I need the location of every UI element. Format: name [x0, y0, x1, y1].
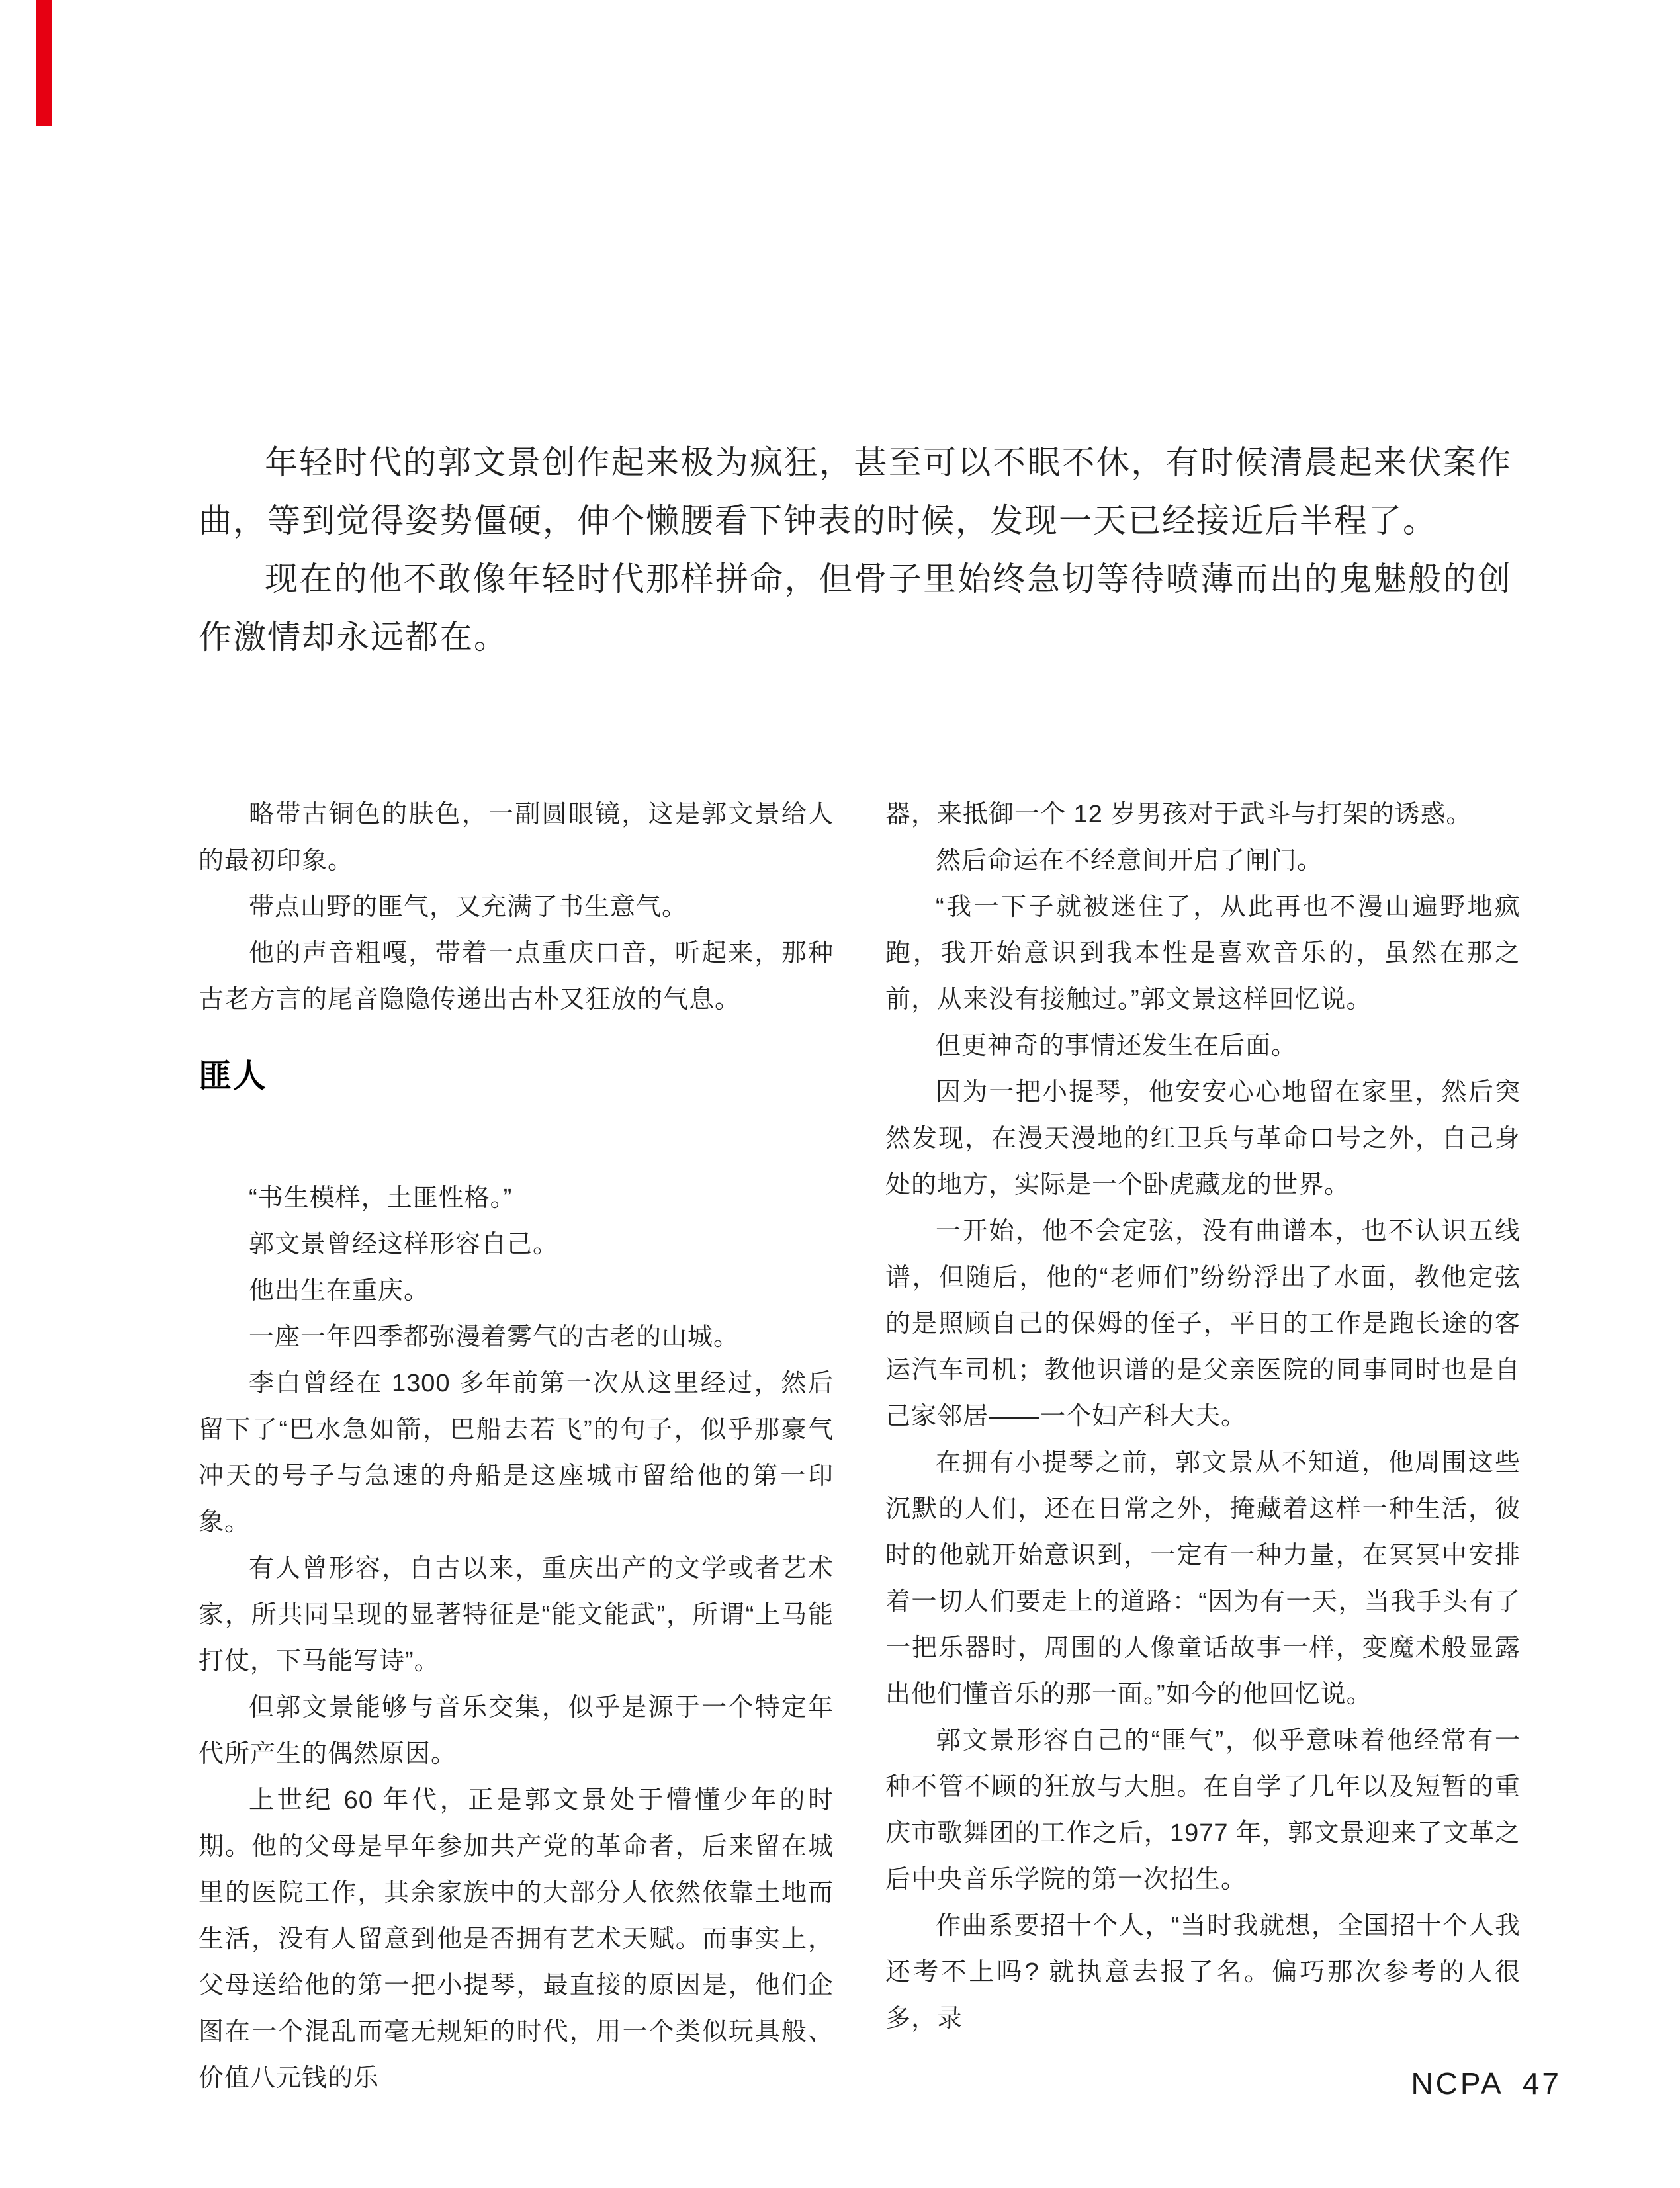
body-paragraph-continuation: 器，来抵御一个 12 岁男孩对于武斗与打架的诱惑。	[885, 801, 1472, 828]
right-column	[885, 791, 1521, 2101]
body-paragraph: 在拥有小提琴之前，郭文景从不知道，他周围这些沉默的人们，还在日常之外，掩藏着这样一种生活，彼时的他就开始意识到，一定有一种力量，在冥冥中安排着一切人们要走上的道路：“因为有一天，当我手头有了一把乐器时，周围的人像童话故事一样，变魔术般显露出他们懂音乐的那一面。”如今的他回忆说。	[885, 1449, 1521, 1708]
body-paragraph: 略带古铜色的肤色，一副圆眼镜，这是郭文景给人的最初印象。	[199, 801, 834, 875]
body-paragraph: 但更神奇的事情还发生在后面。	[936, 1032, 1298, 1060]
intro-standfirst	[199, 433, 1512, 666]
body-paragraph: 作曲系要招十个人，“当时我就想，全国招十个人我还考不上吗? 就执意去报了名。偏巧那次参考的人很多，录	[885, 1912, 1521, 2033]
body-paragraph: 李白曾经在 1300 多年前第一次从这里经过，然后留下了“巴水急如箭，巴船去若飞”的句子，似乎那豪气冲天的号子与急速的舟船是这座城市留给他的第一印象。	[199, 1370, 834, 1536]
body-paragraph: 他的声音粗嘎，带着一点重庆口音，听起来，那种古老方言的尾音隐隐传递出古朴又狂放的气息。	[199, 940, 834, 1014]
body-paragraph: 一开始，他不会定弦，没有曲谱本，也不认识五线谱，但随后，他的“老师们”纷纷浮出了水面，教他定弦的是照顾自己的保姆的侄子，平日的工作是跑长途的客运汽车司机；教他识谱的是父亲医院的同事同时也是自己家邻居——一个妇产科大夫。	[885, 1217, 1521, 1430]
body-paragraph: 郭文景曾经这样形容自己。	[249, 1231, 559, 1258]
body-paragraph: 然后命运在不经意间开启了闸门。	[936, 847, 1323, 875]
magazine-brand: NCPA	[1411, 2066, 1504, 2101]
body-paragraph: 上世纪 60 年代，正是郭文景处于懵懂少年的时期。他的父母是早年参加共产党的革命者，后来留在城里的医院工作，其余家族中的大部分人依然依靠土地而生活，没有人留意到他是否拥有艺术天赋。而事实上，父母送给他的第一把小提琴，最直接的原因是，他们企图在一个混乱而毫无规矩的时代，用一个类似玩具般、价值八元钱的乐	[199, 1786, 834, 2092]
body-paragraph: “书生模样，土匪性格。”	[249, 1184, 513, 1212]
page-footer	[1411, 2067, 1562, 2100]
left-column	[199, 791, 834, 2101]
red-accent-bar	[36, 0, 52, 126]
body-paragraph: 他出生在重庆。	[249, 1277, 430, 1305]
body-paragraph: 一座一年四季都弥漫着雾气的古老的山城。	[249, 1323, 740, 1351]
intro-paragraph: 年轻时代的郭文景创作起来极为疯狂，甚至可以不眠不休，有时候清晨起来伏案作曲，等到觉得姿势僵硬，伸个懒腰看下钟表的时候，发现一天已经接近后半程了。	[199, 444, 1512, 539]
page-number: 47	[1522, 2066, 1562, 2101]
body-paragraph: 但郭文景能够与音乐交集，似乎是源于一个特定年代所产生的偶然原因。	[199, 1694, 834, 1768]
body-paragraph: 因为一把小提琴，他安安心心地留在家里，然后突然发现，在漫天漫地的红卫兵与革命口号之外，自己身处的地方，实际是一个卧虎藏龙的世界。	[885, 1078, 1521, 1199]
body-paragraph: 有人曾形容，自古以来，重庆出产的文学或者艺术家，所共同呈现的显著特征是“能文能武”，所谓“上马能打仗，下马能写诗”。	[199, 1555, 834, 1675]
intro-paragraph: 现在的他不敢像年轻时代那样拼命，但骨子里始终急切等待喷薄而出的鬼魅般的创作激情却永远都在。	[199, 560, 1512, 656]
article-body	[199, 791, 1521, 2101]
body-paragraph: “我一下子就被迷住了，从此再也不漫山遍野地疯跑，我开始意识到我本性是喜欢音乐的，虽然在那之前，从来没有接触过。”郭文景这样回忆说。	[885, 893, 1521, 1014]
body-paragraph: 带点山野的匪气，又充满了书生意气。	[249, 893, 688, 921]
body-paragraph: 郭文景形容自己的“匪气”，似乎意味着他经常有一种不管不顾的狂放与大胆。在自学了几年以及短暂的重庆市歌舞团的工作之后，1977 年，郭文景迎来了文革之后中央音乐学院的第一次招生。	[885, 1727, 1521, 1894]
section-heading: 匪人	[199, 1057, 267, 1094]
